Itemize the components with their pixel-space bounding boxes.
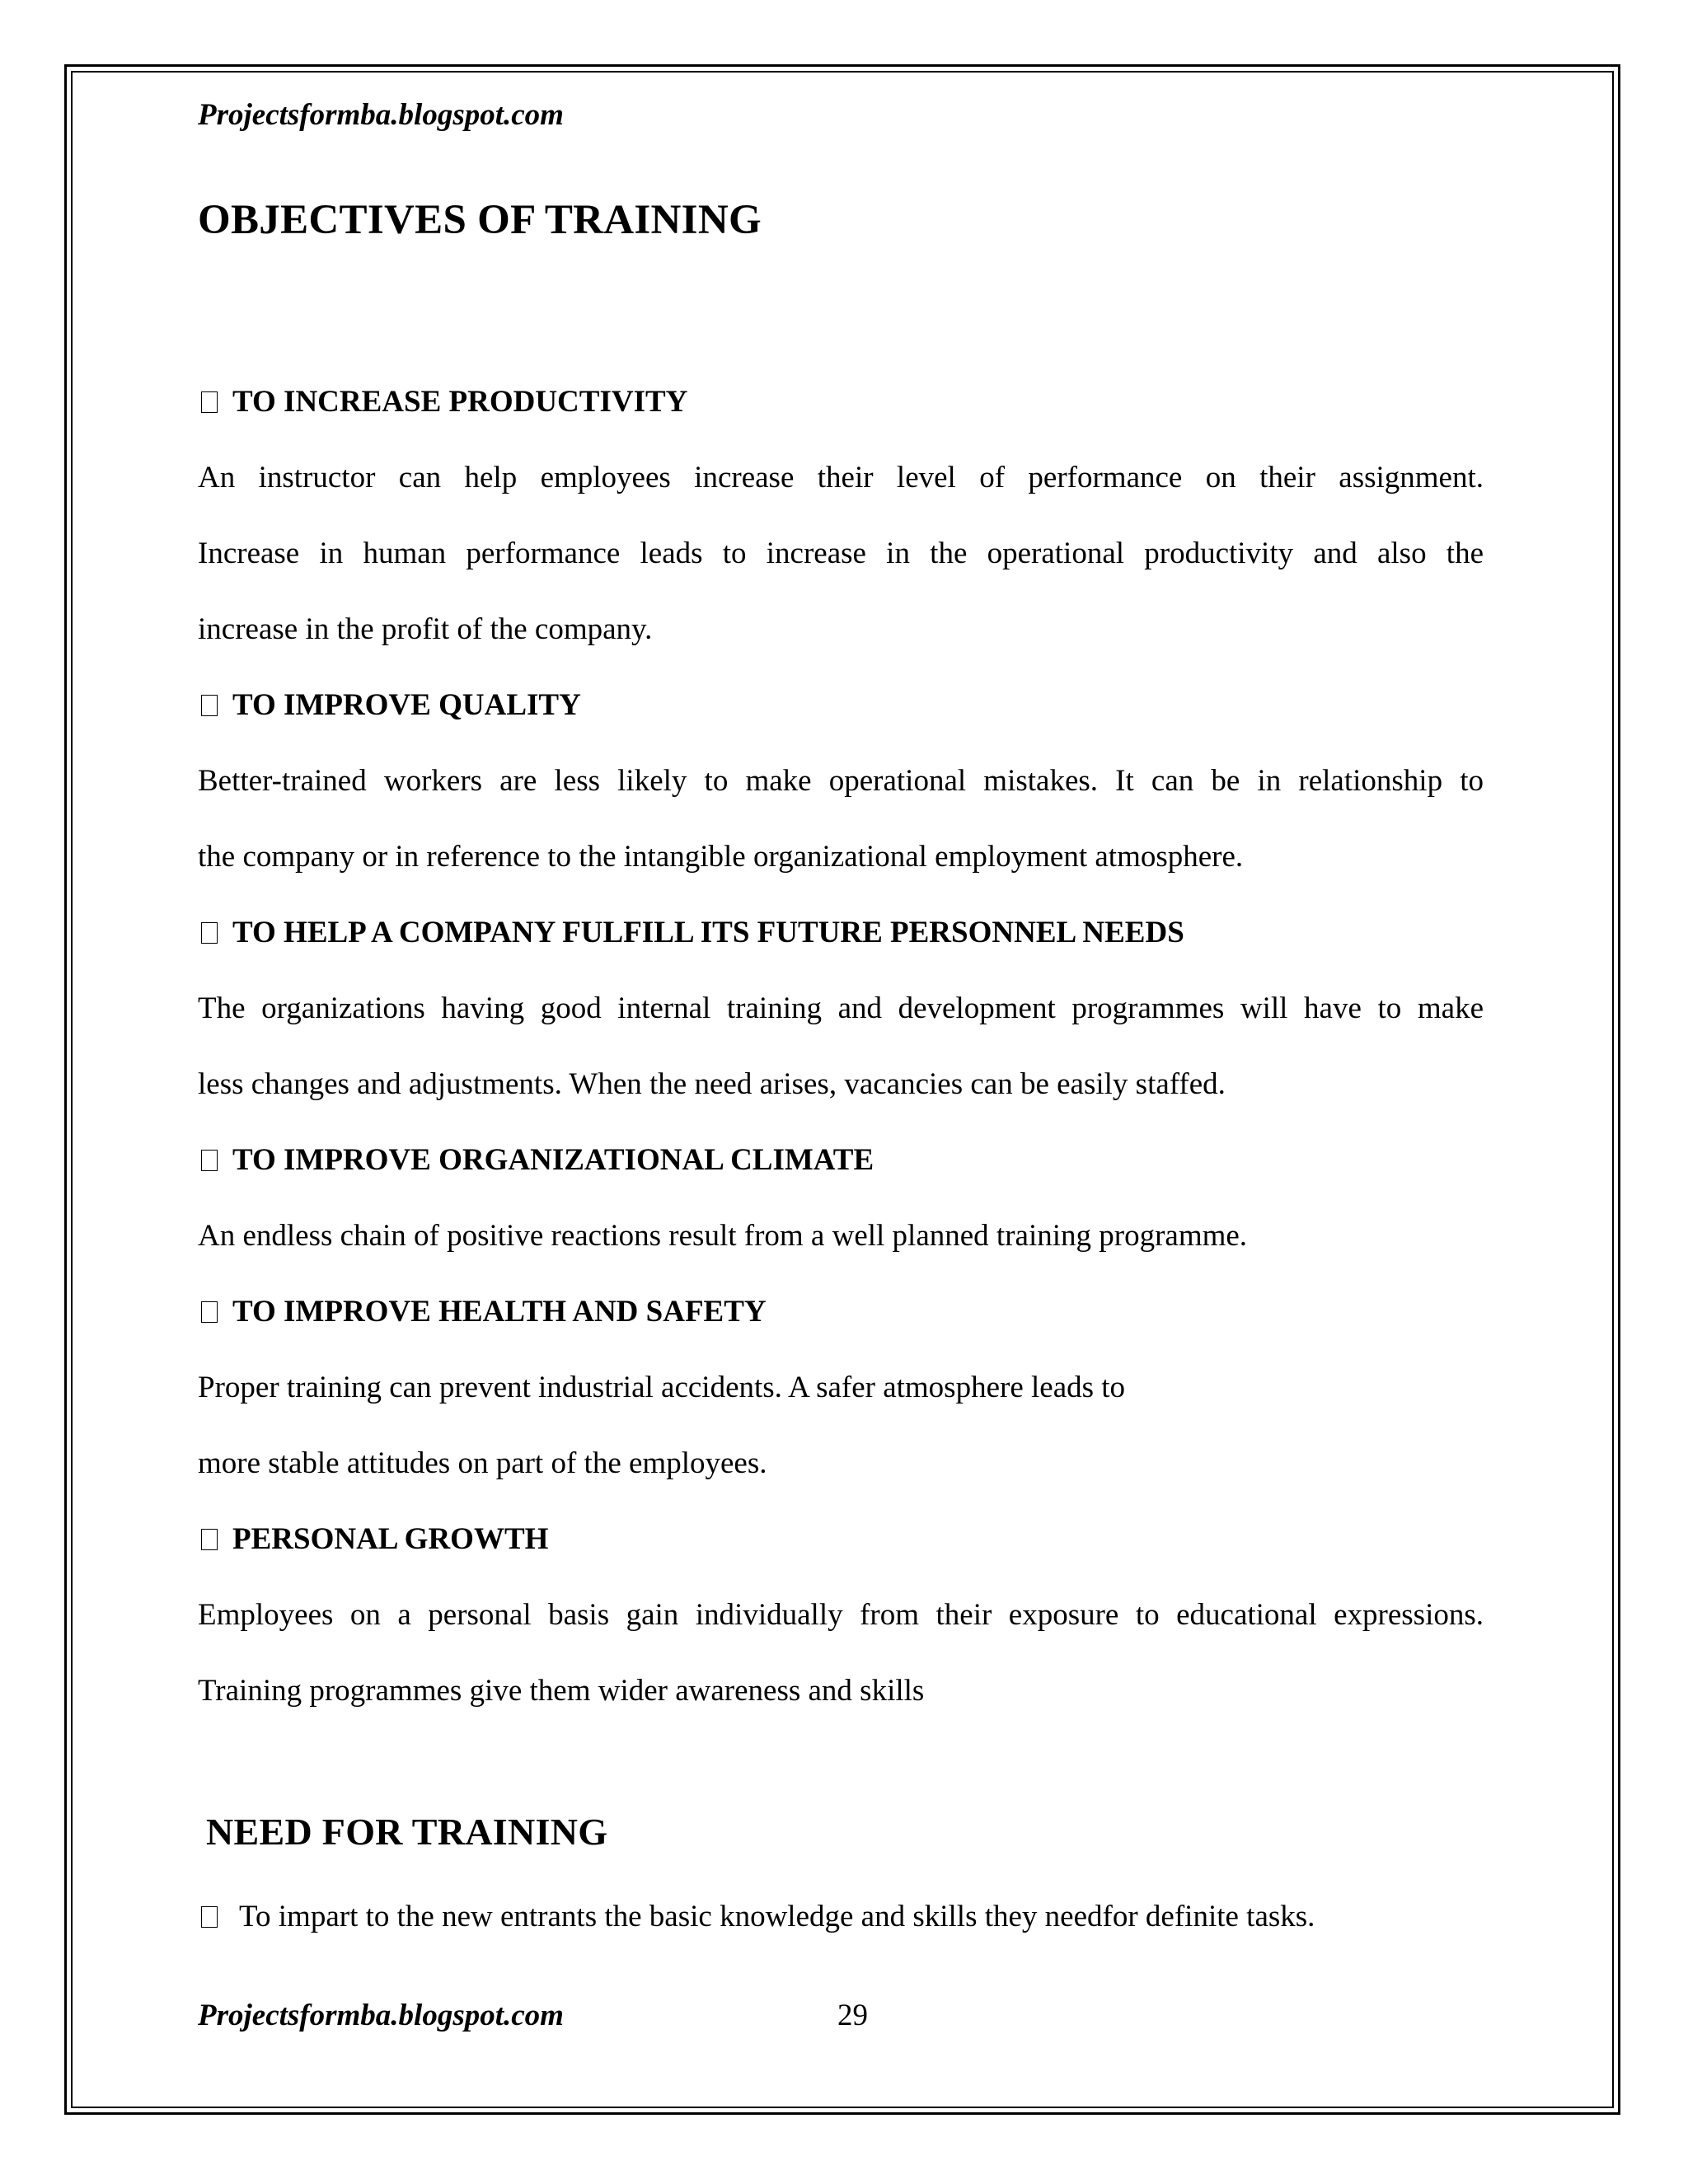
objective-text-line: An endless chain of positive reactions result from a well planned training programme.: [198, 1219, 1248, 1253]
objective-text-line: The organizations having good internal training and development programmes will have to make: [198, 991, 1484, 1025]
page-number: 29: [837, 1999, 868, 2032]
footer-site-name: Projectsformba.blogspot.com: [198, 1999, 564, 2032]
objective-text-line: the company or in reference to the intangible organizational employment atmosphere.: [198, 840, 1244, 874]
square-bullet-icon: [201, 1906, 218, 1928]
objective-heading: [198, 668, 1484, 743]
section-heading: NEED FOR TRAINING: [206, 1811, 608, 1853]
objective-text-line: more stable attitudes on part of the employees.: [198, 1446, 767, 1480]
objective-heading-text: TO IMPROVE QUALITY: [232, 688, 581, 722]
square-bullet-icon: [201, 1529, 218, 1550]
objective-heading: [198, 1122, 1484, 1198]
objective-heading-text: TO IMPROVE HEALTH AND SAFETY: [232, 1295, 767, 1329]
need-item-text: To impart to the new entrants the basic knowledge and skills they needfor definite tasks.: [239, 1900, 1315, 1933]
square-bullet-icon: [201, 1150, 218, 1171]
objective-text-line: Proper training can prevent industrial accidents. A safer atmosphere leads to: [198, 1371, 1126, 1404]
objective-heading: [198, 1502, 1484, 1577]
objective-heading: [198, 364, 1484, 440]
square-bullet-icon: [201, 695, 218, 716]
header-site-name: Projectsformba.blogspot.com: [198, 98, 564, 132]
objective-text-line: Employees on a personal basis gain individually from their exposure to educational expressions.: [198, 1598, 1484, 1632]
objective-heading: [198, 895, 1484, 971]
objectives-list: [198, 364, 1484, 1729]
objective-heading-text: TO INCREASE PRODUCTIVITY: [232, 385, 688, 419]
objective-text-line: Increase in human performance leads to increase in the operational productivity and also the: [198, 537, 1484, 570]
square-bullet-icon: [201, 922, 218, 944]
objective-text-line: Better-trained workers are less likely to make operational mistakes. It can be in relationship to: [198, 764, 1484, 798]
need-list-item: [198, 1879, 1315, 1955]
square-bullet-icon: [201, 391, 218, 413]
objective-heading-text: TO IMPROVE ORGANIZATIONAL CLIMATE: [232, 1143, 874, 1177]
objective-text-line: Training programmes give them wider awareness and skills: [198, 1674, 925, 1708]
objective-text-line: less changes and adjustments. When the need arises, vacancies can be easily staffed.: [198, 1067, 1226, 1101]
objective-heading: [198, 1274, 1484, 1350]
page-title: OBJECTIVES OF TRAINING: [198, 197, 762, 243]
objective-text-line: increase in the profit of the company.: [198, 612, 653, 646]
square-bullet-icon: [201, 1301, 218, 1323]
objective-heading-text: PERSONAL GROWTH: [232, 1522, 549, 1556]
objective-text-line: An instructor can help employees increase their level of performance on their assignment.: [198, 461, 1484, 494]
objective-heading-text: TO HELP A COMPANY FULFILL ITS FUTURE PERSONNEL NEEDS: [232, 916, 1184, 949]
